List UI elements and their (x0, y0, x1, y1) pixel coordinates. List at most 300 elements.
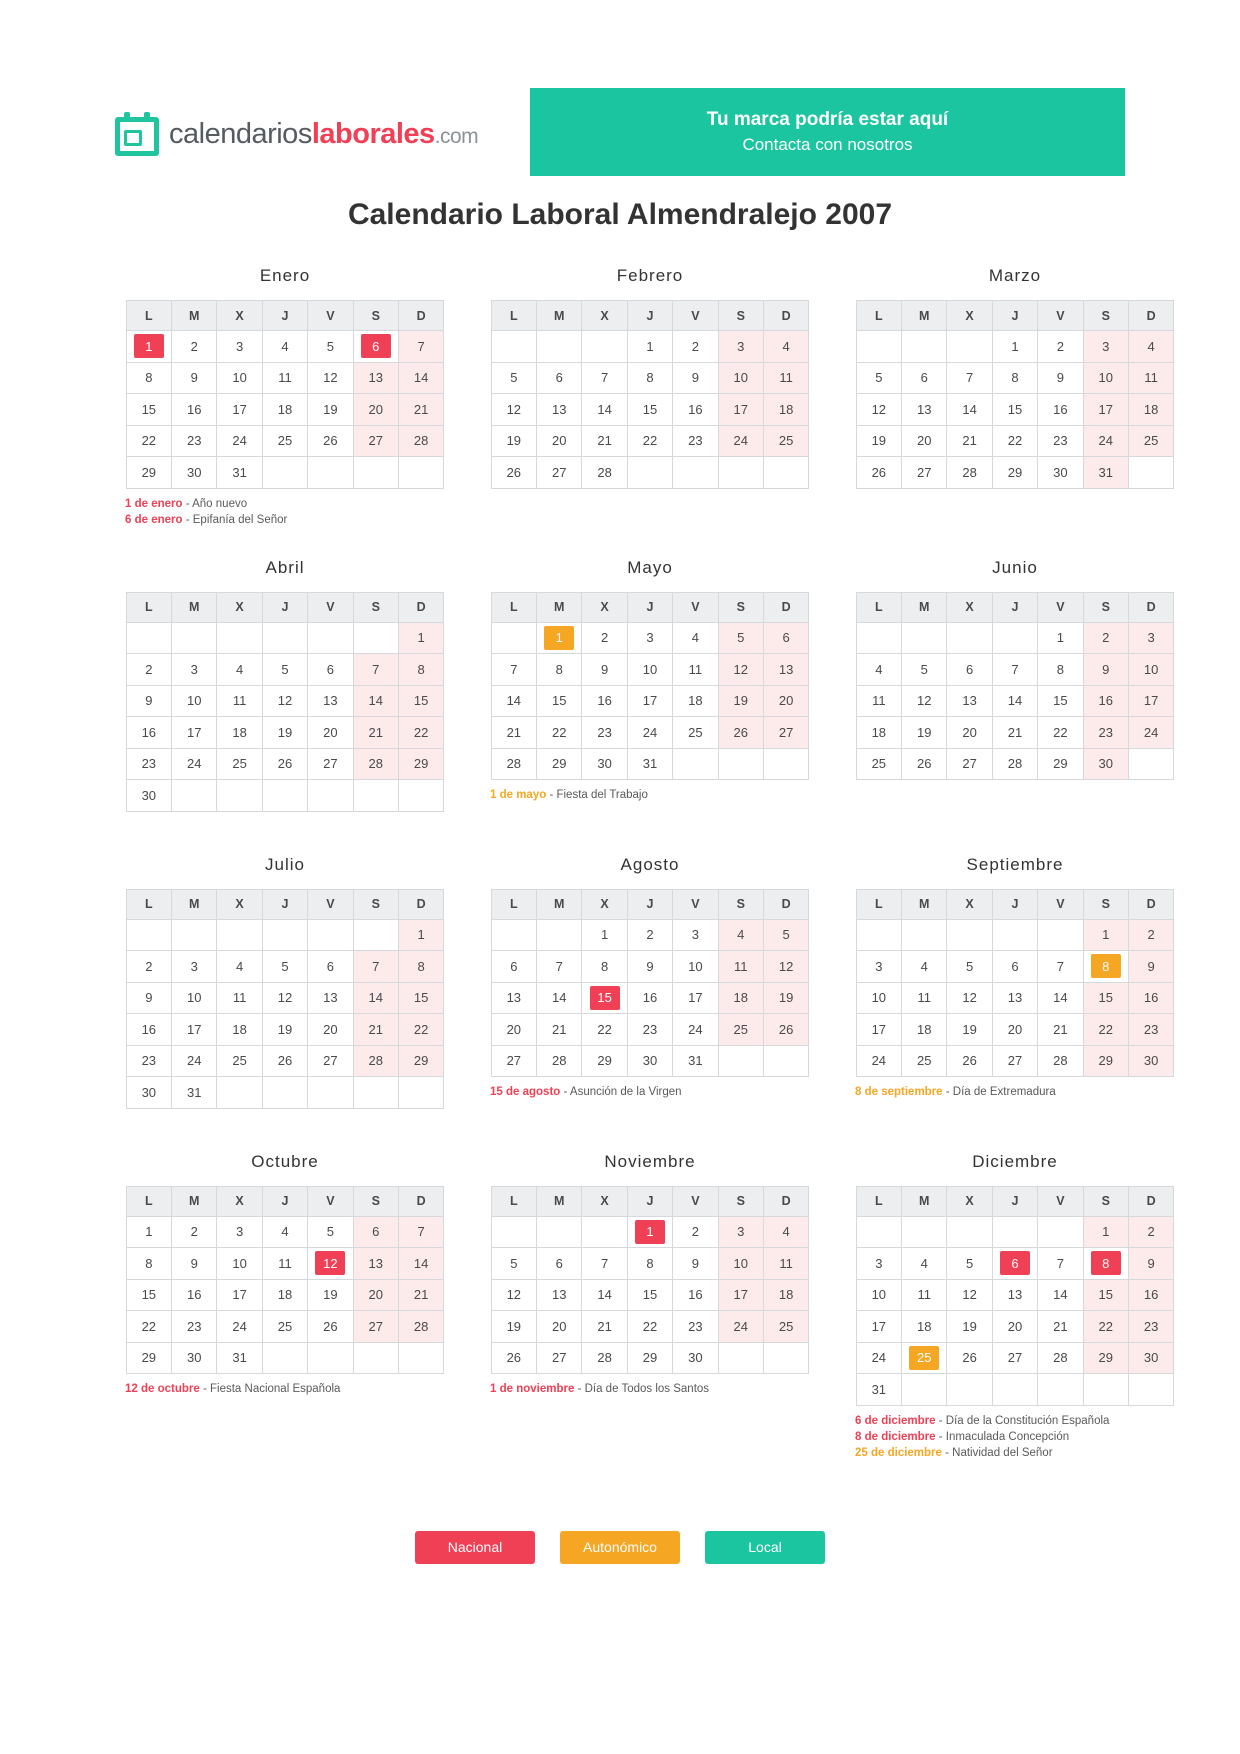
day-cell[interactable]: 18 (262, 1279, 307, 1311)
day-cell[interactable]: 29 (126, 1342, 171, 1374)
day-cell[interactable]: 29 (126, 457, 171, 489)
weekend-day-cell[interactable]: 16 (1083, 685, 1128, 717)
day-cell[interactable]: 26 (491, 457, 536, 489)
day-cell[interactable]: 28 (491, 748, 536, 780)
holiday-day-cell[interactable] (902, 1342, 947, 1374)
day-cell[interactable]: 23 (172, 425, 217, 457)
weekend-day-cell[interactable]: 17 (718, 394, 763, 426)
weekend-day-cell[interactable]: 28 (353, 1045, 398, 1077)
weekend-day-cell[interactable]: 3 (718, 331, 763, 363)
day-cell[interactable]: 22 (126, 425, 171, 457)
day-cell[interactable]: 14 (582, 1279, 627, 1311)
day-cell[interactable]: 10 (172, 982, 217, 1014)
day-cell[interactable]: 12 (262, 685, 307, 717)
day-cell[interactable]: 21 (947, 425, 992, 457)
day-cell[interactable]: 13 (308, 685, 353, 717)
day-cell[interactable]: 3 (217, 331, 262, 363)
weekend-day-cell[interactable]: 18 (763, 1279, 808, 1311)
day-cell[interactable]: 6 (308, 654, 353, 686)
day-cell[interactable]: 30 (126, 1077, 171, 1109)
legend-item-nacional[interactable] (415, 1531, 535, 1564)
weekend-day-cell[interactable]: 15 (1083, 982, 1128, 1014)
day-cell[interactable]: 28 (582, 1342, 627, 1374)
day-cell[interactable]: 23 (172, 1311, 217, 1343)
day-cell[interactable]: 26 (491, 1342, 536, 1374)
day-cell[interactable]: 13 (902, 394, 947, 426)
day-cell[interactable]: 26 (947, 1045, 992, 1077)
day-cell[interactable]: 14 (1038, 982, 1083, 1014)
weekend-day-cell[interactable]: 3 (1128, 622, 1173, 654)
weekend-day-cell[interactable]: 22 (1083, 1311, 1128, 1343)
weekend-day-cell[interactable]: 15 (398, 685, 443, 717)
weekend-day-cell[interactable]: 23 (1128, 1311, 1173, 1343)
day-cell[interactable]: 8 (126, 1248, 171, 1280)
day-cell[interactable]: 18 (902, 1311, 947, 1343)
day-cell[interactable]: 29 (627, 1342, 672, 1374)
day-cell[interactable]: 22 (992, 425, 1037, 457)
day-cell[interactable]: 17 (217, 1279, 262, 1311)
weekend-day-cell[interactable]: 18 (718, 982, 763, 1014)
day-cell[interactable]: 6 (537, 1248, 582, 1280)
day-cell[interactable]: 3 (217, 1216, 262, 1248)
weekend-day-cell[interactable]: 12 (763, 951, 808, 983)
weekend-day-cell[interactable]: 17 (1083, 394, 1128, 426)
weekend-day-cell[interactable]: 19 (718, 685, 763, 717)
day-cell[interactable]: 7 (992, 654, 1037, 686)
weekend-day-cell[interactable]: 16 (1128, 982, 1173, 1014)
day-cell[interactable]: 16 (126, 717, 171, 749)
weekend-day-cell[interactable]: 24 (1083, 425, 1128, 457)
day-cell[interactable]: 7 (1038, 951, 1083, 983)
weekend-day-cell[interactable]: 4 (763, 1216, 808, 1248)
weekend-day-cell[interactable]: 26 (763, 1014, 808, 1046)
weekend-day-cell[interactable]: 23 (1128, 1014, 1173, 1046)
day-cell[interactable]: 17 (856, 1014, 901, 1046)
day-cell[interactable]: 16 (582, 685, 627, 717)
day-cell[interactable]: 19 (308, 394, 353, 426)
day-cell[interactable]: 18 (217, 1014, 262, 1046)
day-cell[interactable]: 2 (126, 654, 171, 686)
weekend-day-cell[interactable]: 29 (1083, 1342, 1128, 1374)
weekend-day-cell[interactable]: 1 (398, 622, 443, 654)
day-cell[interactable]: 20 (537, 1311, 582, 1343)
day-cell[interactable]: 28 (537, 1045, 582, 1077)
weekend-day-cell[interactable]: 20 (763, 685, 808, 717)
weekend-day-cell[interactable]: 27 (353, 1311, 398, 1343)
day-cell[interactable]: 30 (126, 780, 171, 812)
day-cell[interactable]: 15 (1038, 685, 1083, 717)
weekend-day-cell[interactable]: 11 (763, 1248, 808, 1280)
day-cell[interactable]: 19 (262, 717, 307, 749)
day-cell[interactable]: 3 (856, 1248, 901, 1280)
day-cell[interactable]: 10 (217, 362, 262, 394)
day-cell[interactable]: 2 (627, 919, 672, 951)
day-cell[interactable]: 4 (902, 1248, 947, 1280)
day-cell[interactable]: 27 (537, 457, 582, 489)
day-cell[interactable]: 5 (947, 951, 992, 983)
holiday-day-cell[interactable] (353, 331, 398, 363)
day-cell[interactable]: 20 (992, 1014, 1037, 1046)
weekend-day-cell[interactable]: 4 (763, 331, 808, 363)
weekend-day-cell[interactable]: 13 (763, 654, 808, 686)
weekend-day-cell[interactable]: 25 (1128, 425, 1173, 457)
day-cell[interactable]: 23 (1038, 425, 1083, 457)
day-cell[interactable]: 20 (308, 717, 353, 749)
weekend-day-cell[interactable]: 13 (353, 362, 398, 394)
weekend-day-cell[interactable]: 9 (1083, 654, 1128, 686)
weekend-day-cell[interactable]: 20 (353, 394, 398, 426)
day-cell[interactable]: 19 (262, 1014, 307, 1046)
day-cell[interactable]: 9 (673, 362, 718, 394)
weekend-day-cell[interactable]: 26 (718, 717, 763, 749)
weekend-day-cell[interactable]: 2 (1128, 1216, 1173, 1248)
day-cell[interactable]: 31 (172, 1077, 217, 1109)
day-cell[interactable]: 10 (627, 654, 672, 686)
weekend-day-cell[interactable]: 14 (398, 1248, 443, 1280)
day-cell[interactable]: 3 (856, 951, 901, 983)
day-cell[interactable]: 9 (126, 982, 171, 1014)
day-cell[interactable]: 12 (902, 685, 947, 717)
day-cell[interactable]: 6 (308, 951, 353, 983)
weekend-day-cell[interactable]: 9 (1128, 951, 1173, 983)
day-cell[interactable]: 18 (673, 685, 718, 717)
weekend-day-cell[interactable]: 29 (398, 748, 443, 780)
day-cell[interactable]: 1 (126, 1216, 171, 1248)
day-cell[interactable]: 29 (1038, 748, 1083, 780)
day-cell[interactable]: 6 (537, 362, 582, 394)
weekend-day-cell[interactable]: 10 (718, 362, 763, 394)
day-cell[interactable]: 24 (627, 717, 672, 749)
day-cell[interactable]: 21 (992, 717, 1037, 749)
day-cell[interactable]: 12 (491, 1279, 536, 1311)
day-cell[interactable]: 15 (126, 394, 171, 426)
weekend-day-cell[interactable]: 10 (1083, 362, 1128, 394)
day-cell[interactable]: 28 (1038, 1045, 1083, 1077)
day-cell[interactable]: 19 (491, 425, 536, 457)
weekend-day-cell[interactable]: 20 (353, 1279, 398, 1311)
day-cell[interactable]: 27 (537, 1342, 582, 1374)
day-cell[interactable]: 7 (537, 951, 582, 983)
weekend-day-cell[interactable]: 21 (398, 1279, 443, 1311)
day-cell[interactable]: 11 (262, 362, 307, 394)
day-cell[interactable]: 19 (902, 717, 947, 749)
day-cell[interactable]: 6 (902, 362, 947, 394)
day-cell[interactable]: 22 (582, 1014, 627, 1046)
day-cell[interactable]: 11 (856, 685, 901, 717)
day-cell[interactable]: 29 (992, 457, 1037, 489)
day-cell[interactable]: 27 (491, 1045, 536, 1077)
day-cell[interactable]: 21 (537, 1014, 582, 1046)
day-cell[interactable]: 24 (217, 425, 262, 457)
weekend-day-cell[interactable]: 27 (763, 717, 808, 749)
weekend-day-cell[interactable]: 11 (1128, 362, 1173, 394)
day-cell[interactable]: 27 (992, 1342, 1037, 1374)
day-cell[interactable]: 15 (537, 685, 582, 717)
day-cell[interactable]: 27 (308, 748, 353, 780)
day-cell[interactable]: 18 (217, 717, 262, 749)
weekend-day-cell[interactable]: 17 (718, 1279, 763, 1311)
day-cell[interactable]: 7 (491, 654, 536, 686)
weekend-day-cell[interactable]: 30 (1083, 748, 1128, 780)
weekend-day-cell[interactable]: 27 (353, 425, 398, 457)
day-cell[interactable]: 22 (126, 1311, 171, 1343)
day-cell[interactable]: 11 (262, 1248, 307, 1280)
day-cell[interactable]: 2 (673, 331, 718, 363)
weekend-day-cell[interactable]: 22 (398, 1014, 443, 1046)
day-cell[interactable]: 24 (172, 748, 217, 780)
day-cell[interactable]: 4 (856, 654, 901, 686)
day-cell[interactable]: 25 (262, 1311, 307, 1343)
weekend-day-cell[interactable]: 30 (1128, 1342, 1173, 1374)
weekend-day-cell[interactable]: 9 (1128, 1248, 1173, 1280)
day-cell[interactable]: 15 (126, 1279, 171, 1311)
day-cell[interactable]: 31 (673, 1045, 718, 1077)
day-cell[interactable]: 18 (856, 717, 901, 749)
day-cell[interactable]: 21 (582, 1311, 627, 1343)
day-cell[interactable]: 28 (1038, 1342, 1083, 1374)
day-cell[interactable]: 14 (582, 394, 627, 426)
day-cell[interactable]: 9 (1038, 362, 1083, 394)
day-cell[interactable]: 3 (627, 622, 672, 654)
day-cell[interactable]: 11 (217, 685, 262, 717)
weekend-day-cell[interactable]: 3 (1083, 331, 1128, 363)
weekend-day-cell[interactable]: 15 (1083, 1279, 1128, 1311)
day-cell[interactable]: 10 (673, 951, 718, 983)
day-cell[interactable]: 5 (902, 654, 947, 686)
day-cell[interactable]: 2 (126, 951, 171, 983)
weekend-day-cell[interactable]: 21 (353, 1014, 398, 1046)
day-cell[interactable]: 21 (491, 717, 536, 749)
day-cell[interactable]: 9 (673, 1248, 718, 1280)
weekend-day-cell[interactable]: 29 (398, 1045, 443, 1077)
weekend-day-cell[interactable]: 21 (398, 394, 443, 426)
day-cell[interactable]: 20 (992, 1311, 1037, 1343)
day-cell[interactable]: 11 (217, 982, 262, 1014)
weekend-day-cell[interactable]: 25 (763, 1311, 808, 1343)
day-cell[interactable]: 12 (856, 394, 901, 426)
day-cell[interactable]: 8 (537, 654, 582, 686)
day-cell[interactable]: 13 (992, 982, 1037, 1014)
holiday-day-cell[interactable] (308, 1248, 353, 1280)
weekend-day-cell[interactable]: 4 (1128, 331, 1173, 363)
weekend-day-cell[interactable]: 14 (353, 685, 398, 717)
day-cell[interactable]: 12 (491, 394, 536, 426)
day-cell[interactable]: 12 (947, 1279, 992, 1311)
day-cell[interactable]: 28 (582, 457, 627, 489)
day-cell[interactable]: 17 (673, 982, 718, 1014)
day-cell[interactable]: 3 (172, 654, 217, 686)
day-cell[interactable]: 20 (537, 425, 582, 457)
weekend-day-cell[interactable]: 15 (398, 982, 443, 1014)
day-cell[interactable]: 17 (856, 1311, 901, 1343)
day-cell[interactable]: 27 (992, 1045, 1037, 1077)
day-cell[interactable]: 9 (172, 1248, 217, 1280)
weekend-day-cell[interactable]: 10 (718, 1248, 763, 1280)
day-cell[interactable]: 17 (217, 394, 262, 426)
day-cell[interactable]: 1 (582, 919, 627, 951)
day-cell[interactable]: 16 (172, 1279, 217, 1311)
day-cell[interactable]: 26 (902, 748, 947, 780)
weekend-day-cell[interactable]: 13 (353, 1248, 398, 1280)
day-cell[interactable]: 8 (627, 1248, 672, 1280)
day-cell[interactable]: 28 (992, 748, 1037, 780)
day-cell[interactable]: 3 (172, 951, 217, 983)
day-cell[interactable]: 8 (126, 362, 171, 394)
day-cell[interactable]: 13 (491, 982, 536, 1014)
day-cell[interactable]: 1 (1038, 622, 1083, 654)
day-cell[interactable]: 27 (902, 457, 947, 489)
day-cell[interactable]: 2 (172, 1216, 217, 1248)
day-cell[interactable]: 29 (537, 748, 582, 780)
day-cell[interactable]: 23 (673, 425, 718, 457)
day-cell[interactable]: 20 (902, 425, 947, 457)
day-cell[interactable]: 16 (126, 1014, 171, 1046)
day-cell[interactable]: 26 (262, 1045, 307, 1077)
day-cell[interactable]: 18 (262, 394, 307, 426)
day-cell[interactable]: 6 (491, 951, 536, 983)
day-cell[interactable]: 5 (308, 331, 353, 363)
day-cell[interactable]: 8 (1038, 654, 1083, 686)
day-cell[interactable]: 24 (856, 1342, 901, 1374)
day-cell[interactable]: 20 (308, 1014, 353, 1046)
day-cell[interactable]: 20 (947, 717, 992, 749)
day-cell[interactable]: 12 (262, 982, 307, 1014)
day-cell[interactable]: 13 (537, 1279, 582, 1311)
weekend-day-cell[interactable]: 11 (718, 951, 763, 983)
day-cell[interactable]: 1 (627, 331, 672, 363)
day-cell[interactable]: 30 (172, 457, 217, 489)
day-cell[interactable]: 16 (1038, 394, 1083, 426)
day-cell[interactable]: 17 (172, 717, 217, 749)
weekend-day-cell[interactable]: 14 (353, 982, 398, 1014)
day-cell[interactable]: 15 (627, 1279, 672, 1311)
day-cell[interactable]: 7 (1038, 1248, 1083, 1280)
weekend-day-cell[interactable]: 8 (398, 654, 443, 686)
holiday-day-cell[interactable] (537, 622, 582, 654)
day-cell[interactable]: 25 (856, 748, 901, 780)
day-cell[interactable]: 22 (1038, 717, 1083, 749)
day-cell[interactable]: 24 (172, 1045, 217, 1077)
day-cell[interactable]: 9 (627, 951, 672, 983)
weekend-day-cell[interactable]: 17 (1128, 685, 1173, 717)
day-cell[interactable]: 30 (673, 1342, 718, 1374)
day-cell[interactable]: 1 (992, 331, 1037, 363)
day-cell[interactable]: 9 (172, 362, 217, 394)
day-cell[interactable]: 13 (537, 394, 582, 426)
weekend-day-cell[interactable]: 22 (1083, 1014, 1128, 1046)
day-cell[interactable]: 23 (627, 1014, 672, 1046)
weekend-day-cell[interactable]: 11 (763, 362, 808, 394)
day-cell[interactable]: 8 (627, 362, 672, 394)
weekend-day-cell[interactable]: 5 (718, 622, 763, 654)
day-cell[interactable]: 9 (126, 685, 171, 717)
day-cell[interactable]: 21 (582, 425, 627, 457)
day-cell[interactable]: 13 (992, 1279, 1037, 1311)
day-cell[interactable]: 22 (537, 717, 582, 749)
holiday-day-cell[interactable] (1083, 951, 1128, 983)
day-cell[interactable]: 7 (582, 1248, 627, 1280)
weekend-day-cell[interactable]: 14 (398, 362, 443, 394)
day-cell[interactable]: 23 (126, 1045, 171, 1077)
day-cell[interactable]: 3 (673, 919, 718, 951)
day-cell[interactable]: 19 (856, 425, 901, 457)
weekend-day-cell[interactable]: 18 (763, 394, 808, 426)
legend-item-autonomico[interactable] (560, 1531, 680, 1564)
day-cell[interactable]: 21 (1038, 1311, 1083, 1343)
weekend-day-cell[interactable]: 28 (353, 748, 398, 780)
weekend-day-cell[interactable]: 24 (718, 1311, 763, 1343)
weekend-day-cell[interactable]: 24 (718, 425, 763, 457)
weekend-day-cell[interactable]: 16 (1128, 1279, 1173, 1311)
day-cell[interactable]: 25 (673, 717, 718, 749)
day-cell[interactable]: 16 (172, 394, 217, 426)
day-cell[interactable]: 27 (308, 1045, 353, 1077)
weekend-day-cell[interactable]: 24 (1128, 717, 1173, 749)
day-cell[interactable]: 8 (582, 951, 627, 983)
day-cell[interactable]: 8 (992, 362, 1037, 394)
holiday-day-cell[interactable] (126, 331, 171, 363)
day-cell[interactable]: 19 (947, 1014, 992, 1046)
weekend-day-cell[interactable]: 19 (763, 982, 808, 1014)
day-cell[interactable]: 5 (308, 1216, 353, 1248)
day-cell[interactable]: 14 (537, 982, 582, 1014)
day-cell[interactable]: 22 (627, 1311, 672, 1343)
weekend-day-cell[interactable]: 3 (718, 1216, 763, 1248)
site-logo[interactable] (115, 112, 515, 156)
day-cell[interactable]: 11 (673, 654, 718, 686)
weekend-day-cell[interactable]: 7 (398, 1216, 443, 1248)
legend-item-local[interactable] (705, 1531, 825, 1564)
weekend-day-cell[interactable]: 7 (398, 331, 443, 363)
day-cell[interactable]: 23 (582, 717, 627, 749)
day-cell[interactable]: 10 (217, 1248, 262, 1280)
day-cell[interactable]: 31 (627, 748, 672, 780)
weekend-day-cell[interactable]: 6 (763, 622, 808, 654)
day-cell[interactable]: 21 (1038, 1014, 1083, 1046)
day-cell[interactable]: 4 (262, 1216, 307, 1248)
day-cell[interactable]: 24 (856, 1045, 901, 1077)
weekend-day-cell[interactable]: 31 (1083, 457, 1128, 489)
day-cell[interactable]: 25 (217, 748, 262, 780)
weekend-day-cell[interactable]: 23 (1083, 717, 1128, 749)
day-cell[interactable]: 18 (902, 1014, 947, 1046)
day-cell[interactable]: 26 (262, 748, 307, 780)
day-cell[interactable]: 2 (673, 1216, 718, 1248)
weekend-day-cell[interactable]: 25 (763, 425, 808, 457)
day-cell[interactable]: 20 (491, 1014, 536, 1046)
day-cell[interactable]: 5 (491, 1248, 536, 1280)
weekend-day-cell[interactable]: 2 (1128, 919, 1173, 951)
day-cell[interactable]: 19 (491, 1311, 536, 1343)
day-cell[interactable]: 5 (856, 362, 901, 394)
day-cell[interactable]: 22 (627, 425, 672, 457)
day-cell[interactable]: 13 (947, 685, 992, 717)
day-cell[interactable]: 31 (217, 1342, 262, 1374)
day-cell[interactable]: 25 (217, 1045, 262, 1077)
day-cell[interactable]: 30 (172, 1342, 217, 1374)
weekend-day-cell[interactable]: 30 (1128, 1045, 1173, 1077)
day-cell[interactable]: 15 (992, 394, 1037, 426)
weekend-day-cell[interactable]: 18 (1128, 394, 1173, 426)
day-cell[interactable]: 16 (627, 982, 672, 1014)
weekend-day-cell[interactable]: 21 (353, 717, 398, 749)
day-cell[interactable]: 4 (902, 951, 947, 983)
day-cell[interactable]: 26 (308, 1311, 353, 1343)
day-cell[interactable]: 30 (582, 748, 627, 780)
weekend-day-cell[interactable]: 28 (398, 1311, 443, 1343)
day-cell[interactable]: 6 (947, 654, 992, 686)
day-cell[interactable]: 26 (856, 457, 901, 489)
